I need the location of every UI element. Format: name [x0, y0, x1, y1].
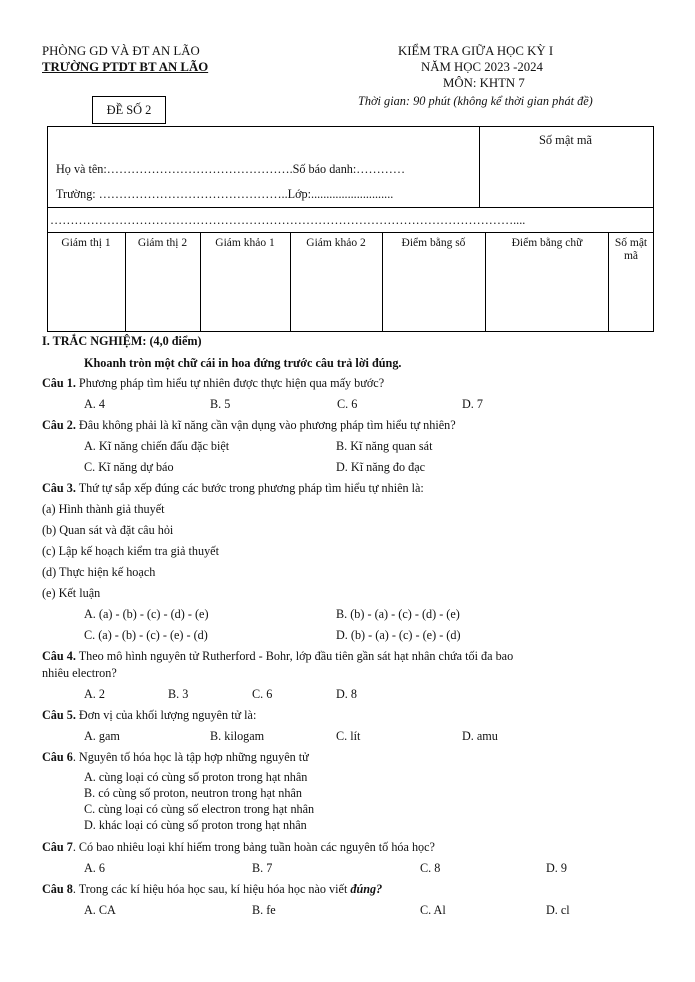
method-step: (e) Kết luận	[42, 586, 101, 600]
question-4	[42, 649, 513, 663]
question-number: Câu 5.	[42, 708, 76, 722]
option-b[interactable]: B. fe	[252, 903, 276, 917]
option-b[interactable]: B. 3	[168, 687, 189, 701]
question-5	[42, 708, 256, 722]
question-7	[42, 840, 435, 854]
question-text: Đâu không phải là kĩ năng cần vận dụng vào phương pháp tìm hiểu tự nhiên?	[75, 418, 456, 432]
option-a[interactable]: A. Kĩ năng chiến đấu đặc biệt	[84, 439, 230, 453]
section-instruction: Khoanh tròn một chữ cái in hoa đứng trước câu trả lời đúng.	[84, 356, 402, 370]
grading-col-divider	[485, 232, 486, 332]
grading-header-examiner-1: Giám khảo 1	[215, 237, 275, 249]
option-c[interactable]: C. Kĩ năng dự báo	[84, 460, 174, 474]
school-year: NĂM HỌC 2023 -2024	[421, 60, 543, 74]
question-number: Câu 8	[42, 882, 73, 896]
option-b[interactable]: B. có cùng số proton, neutron trong hạt nhân	[84, 786, 302, 800]
question-6	[42, 750, 309, 764]
question-text: . Trong các kí hiệu hóa học sau, kí hiệu hóa học nào viết	[72, 882, 351, 896]
section-title: I. TRẮC NGHIỆM: (4,0 điểm)	[42, 334, 202, 348]
question-text: Thứ tự sắp xếp đúng các bước trong phương pháp tìm hiểu tự nhiên là:	[75, 481, 424, 495]
grading-header-examiner-2: Giám khảo 2	[306, 237, 366, 249]
method-step: (b) Quan sát và đặt câu hỏi	[42, 523, 174, 537]
question-text: . Nguyên tố hóa học là tập hợp những nguyên tử	[72, 750, 309, 764]
secret-code-label: Số mật mã	[539, 133, 592, 147]
option-a[interactable]: A. 4	[84, 397, 105, 411]
question-1	[42, 376, 384, 390]
question-number: Câu 4.	[42, 649, 76, 663]
option-b[interactable]: B. (b) - (a) - (c) - (d) - (e)	[336, 607, 460, 621]
question-text: Đơn vị của khối lượng nguyên tử là:	[75, 708, 257, 722]
question-number: Câu 1.	[42, 376, 76, 390]
option-a[interactable]: A. cùng loại có cùng số proton trong hạt nhân	[84, 770, 308, 784]
option-c[interactable]: C. 6	[337, 397, 358, 411]
form-divider	[47, 207, 654, 208]
option-c[interactable]: C. lít	[336, 729, 361, 743]
time-note: Thời gian: 90 phút (không kể thời gian phát đề)	[358, 94, 593, 108]
option-d[interactable]: D. Kĩ năng đo đạc	[336, 460, 426, 474]
form-divider	[47, 232, 654, 233]
name-and-id-field[interactable]: Họ và tên:……………………………………….Số báo danh:…………	[56, 162, 406, 176]
exam-version-box	[92, 96, 166, 124]
question-number: Câu 7	[42, 840, 73, 854]
option-c[interactable]: C. 6	[252, 687, 273, 701]
grading-header-secret-code: Số mật mã	[614, 237, 648, 262]
grading-header-score-words: Điểm bằng chữ	[511, 237, 583, 249]
option-a[interactable]: A. 6	[84, 861, 105, 875]
exam-version: ĐỀ SỐ 2	[106, 103, 152, 117]
question-text: . Có bao nhiêu loại khí hiếm trong bảng tuần hoàn các nguyên tố hóa học?	[72, 840, 435, 854]
question-2	[42, 418, 456, 432]
option-a[interactable]: A. 2	[84, 687, 105, 701]
option-b[interactable]: B. 7	[252, 861, 273, 875]
emphasis-word: đúng?	[350, 882, 383, 896]
exam-title: KIỂM TRA GIỮA HỌC KỲ I	[398, 44, 554, 58]
option-c[interactable]: C. (a) - (b) - (c) - (e) - (d)	[84, 628, 208, 642]
school-and-class-field[interactable]: Trường: ………………………………………..Lớp:...........................	[56, 187, 394, 201]
option-d[interactable]: D. 8	[336, 687, 357, 701]
question-8	[42, 882, 382, 896]
option-a[interactable]: A. CA	[84, 903, 116, 917]
option-d[interactable]: D. 7	[462, 397, 483, 411]
option-c[interactable]: C. Al	[420, 903, 446, 917]
question-number: Câu 3.	[42, 481, 76, 495]
grading-header-score-number: Điểm bằng số	[401, 237, 466, 249]
question-number: Câu 6	[42, 750, 73, 764]
method-step: (a) Hình thành giả thuyết	[42, 502, 165, 516]
question-3	[42, 481, 424, 495]
question-text: Phương pháp tìm hiểu tự nhiên được thực hiện qua mấy bước?	[75, 376, 385, 390]
school-name: TRƯỜNG PTDT BT AN LÃO	[42, 60, 209, 74]
student-info-form	[47, 126, 654, 332]
option-c[interactable]: C. 8	[420, 861, 441, 875]
option-d[interactable]: D. khác loại có cùng số proton trong hạt nhân	[84, 818, 307, 832]
question-text-continued: nhiêu electron?	[42, 666, 117, 680]
option-d[interactable]: D. cl	[546, 903, 570, 917]
grading-header-supervisor-1: Giám thị 1	[61, 237, 111, 249]
option-b[interactable]: B. Kĩ năng quan sát	[336, 439, 433, 453]
department-name: PHÒNG GD VÀ ĐT AN LÃO	[42, 44, 200, 58]
option-c[interactable]: C. cùng loại có cùng số electron trong hạt nhân	[84, 802, 315, 816]
question-text: Theo mô hình nguyên tử Rutherford - Bohr, lớp đầu tiên gần sát hạt nhân chứa tối đa bao	[75, 649, 514, 663]
method-step: (c) Lập kế hoạch kiểm tra giả thuyết	[42, 544, 219, 558]
option-b[interactable]: B. kilogam	[210, 729, 265, 743]
option-a[interactable]: A. (a) - (b) - (c) - (d) - (e)	[84, 607, 209, 621]
option-b[interactable]: B. 5	[210, 397, 231, 411]
option-d[interactable]: D. amu	[462, 729, 498, 743]
question-number: Câu 2.	[42, 418, 76, 432]
option-d[interactable]: D. 9	[546, 861, 567, 875]
option-a[interactable]: A. gam	[84, 729, 120, 743]
method-step: (d) Thực hiện kế hoạch	[42, 565, 156, 579]
option-d[interactable]: D. (b) - (a) - (c) - (e) - (d)	[336, 628, 461, 642]
grading-header-supervisor-2: Giám thị 2	[137, 237, 188, 249]
form-divider	[479, 126, 480, 208]
cut-line: ……………………………………………………………………………………………………....	[50, 213, 526, 227]
subject: MÔN: KHTN 7	[443, 76, 525, 90]
